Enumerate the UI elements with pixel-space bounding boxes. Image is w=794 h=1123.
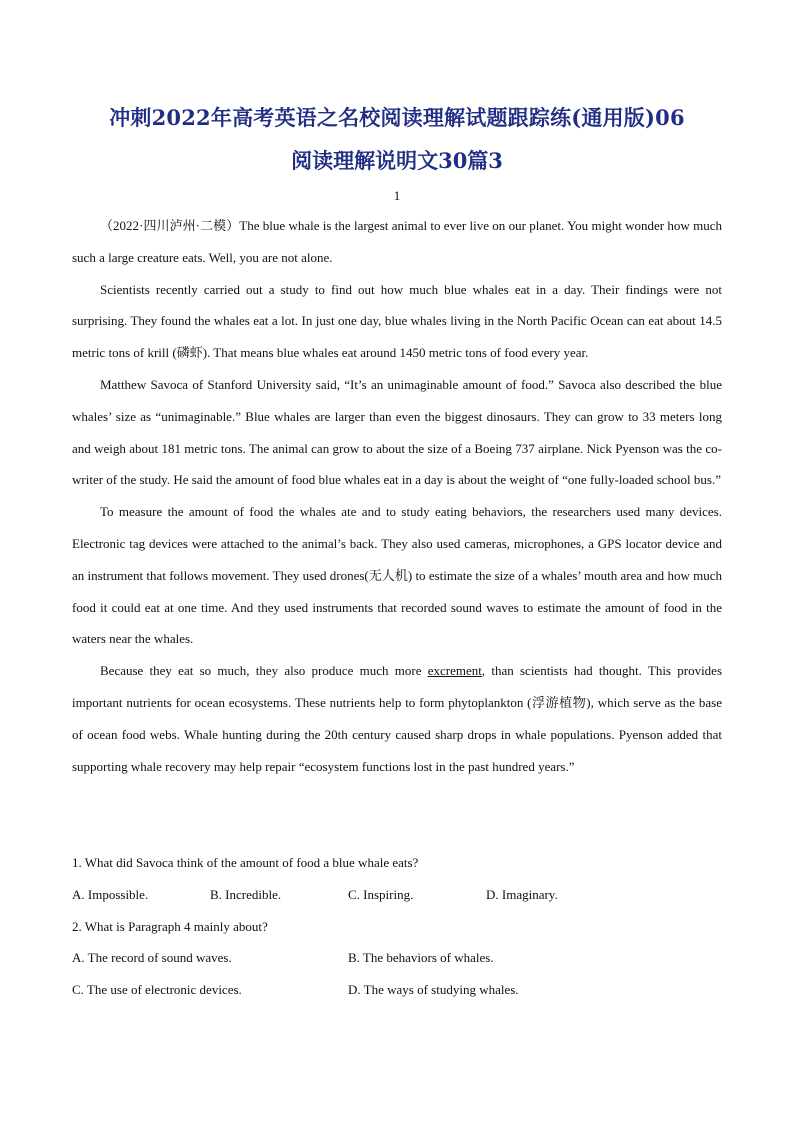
passage-paragraph-5 [72, 655, 722, 782]
passage [72, 210, 722, 782]
paragraph-5-end: , than scientists had thought. This provides important nutrients for ocean ecosystems. These nutrients help to form phytoplankton (浮游植物), which serve as the base of ocean food webs. Whale hunting during the 20th century caused sharp drops in whale populations. Pyenson added that supporting whale recovery may help repair “ecosystem functions lost in the past hundred years.” [72, 663, 723, 774]
paragraph-5-start: Because they eat so much, they also produce much more [100, 663, 428, 679]
question-1-option-b: B. Incredible. [210, 887, 282, 902]
passage-paragraph-2: Scientists recently carried out a study to find out how much blue whales eat in a day. Their findings were not surprising. They found the whales eat a lot. In just one day, blue whales living in the North Pacific Ocean can eat about 14.5 metric tons of krill (磷虾). That means blue whales eat around 1450 metric tons of food every year. [72, 281, 722, 361]
document-title-line2: 阅读理解说明文30篇3 [291, 148, 503, 173]
question-1-stem: 1. What did Savoca think of the amount of food a blue whale eats? [72, 855, 419, 870]
question-1-option-a: A. Impossible. [72, 887, 149, 902]
question-2-option-c: C. The use of electronic devices. [72, 982, 242, 997]
question-2-option-b: B. The behaviors of whales. [348, 950, 494, 965]
question-1-option-d: D. Imaginary. [486, 887, 558, 902]
question-2-option-d: D. The ways of studying whales. [348, 982, 519, 997]
passage-paragraph-3: Matthew Savoca of Stanford University said, “It’s an unimaginable amount of food.” Savoca also described the blue whales’ size as “unimaginable.” Blue whales are larger than even the biggest dinosaurs. They can grow to 33 meters long and weigh about 181 metric tons. The animal can grow to about the size of a Boeing 737 airplane. Nick Pyenson was the co-writer of the study. He said the amount of food blue whales eat in a day is about the weight of “one fully-loaded school bus.” [72, 376, 722, 488]
document-title-line1: 冲刺2022年高考英语之名校阅读理解试题跟踪练(通用版)06 [109, 105, 685, 130]
underlined-word-excrement: excrement [427, 663, 482, 679]
question-2-option-a: A. The record of sound waves. [72, 950, 232, 965]
question-2-stem: 2. What is Paragraph 4 mainly about? [72, 919, 268, 934]
passage-paragraph-1: （2022·四川泸州·二模）The blue whale is the largest animal to ever live on our planet. You might wonder how much such a large creature eats. Well, you are not alone. [72, 218, 722, 265]
question-1-option-c: C. Inspiring. [348, 887, 414, 902]
page-number: 1 [393, 188, 401, 203]
passage-paragraph-4: To measure the amount of food the whales ate and to study eating behaviors, the researchers used many devices. Electronic tag devices were attached to the animal’s back. They also used cameras, microphones, a GPS locator device and an instrument that follows movement. They used drones(无人机) to estimate the size of a whales’ mouth area and how much food it could eat at one time. And they used instruments that recorded sound waves to estimate the amount of food in the waters near the whales. [72, 504, 722, 647]
